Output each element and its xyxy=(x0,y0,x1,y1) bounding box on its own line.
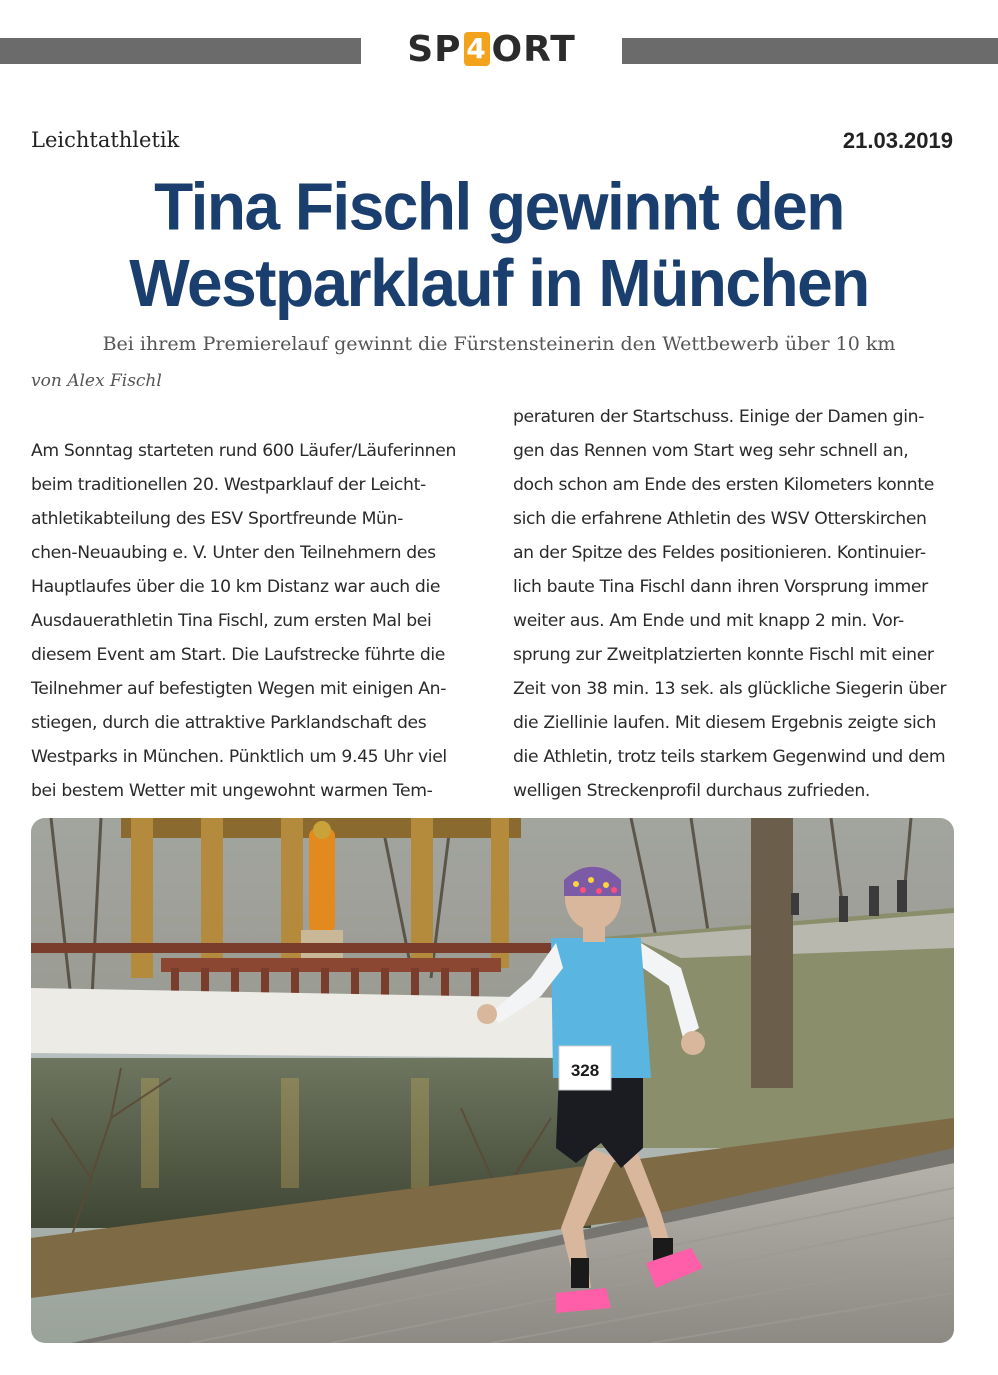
logo-text-post: ORT xyxy=(491,29,576,70)
subtitle: Bei ihrem Premierelauf gewinnt die Fürstensteinerin den Wettbewerb über 10 km xyxy=(102,333,896,355)
text-line: Hauptlaufes über die 10 km Distanz war auch die xyxy=(31,577,441,597)
text-line: Zeit von 38 min. 13 sek. als glückliche Siegerin über xyxy=(513,679,947,699)
bib-number: 328 xyxy=(570,1061,600,1080)
text-line: weiter aus. Am Ende und mit knapp 2 min. Vor- xyxy=(513,611,904,631)
sp4ort-logo xyxy=(361,28,622,72)
runner-photo-illustration xyxy=(31,818,954,1343)
text-line: welligen Streckenprofil durchaus zufrieden. xyxy=(513,781,870,801)
text-line: Ausdauerathletin Tina Fischl, zum ersten Mal bei xyxy=(31,611,432,631)
logo-text-pre: SP xyxy=(407,29,462,70)
article-column-1 xyxy=(31,434,472,808)
text-line: diesem Event am Start. Die Laufstrecke führte die xyxy=(31,645,446,665)
text-line: sprung zur Zweitplatzierten konnte Fischl mit einer xyxy=(513,645,934,665)
text-line: peraturen der Startschuss. Einige der Damen gin- xyxy=(513,407,925,427)
section-label: Leichtathletik xyxy=(31,128,180,152)
headline xyxy=(20,168,978,321)
text-line: Am Sonntag starteten rund 600 Läufer/Läuferinnen xyxy=(31,441,456,461)
article-date: 21.03.2019 xyxy=(842,128,953,153)
text-line: die Athletin, trotz teils starkem Gegenwind und dem xyxy=(513,747,946,767)
text-line: die Ziellinie laufen. Mit diesem Ergebnis zeigte sich xyxy=(513,713,937,733)
header-bar-left xyxy=(0,38,361,64)
text-line: gen das Rennen vom Start weg sehr schnell an, xyxy=(513,441,909,461)
headline-line-1: Tina Fischl gewinnt den xyxy=(154,168,844,244)
byline: von Alex Fischl xyxy=(31,371,162,391)
text-line: lich baute Tina Fischl dann ihren Vorsprung immer xyxy=(513,577,928,597)
text-line: doch schon am Ende des ersten Kilometers konnte xyxy=(513,475,934,495)
text-line: Teilnehmer auf befestigten Wegen mit einigen An- xyxy=(31,679,447,699)
text-line: bei bestem Wetter mit ungewohnt warmen Tem- xyxy=(31,781,433,801)
text-line: Westparks in München. Pünktlich um 9.45 Uhr viel xyxy=(31,747,447,767)
article-column-2 xyxy=(513,400,954,808)
text-line: stiegen, durch die attraktive Parklandschaft des xyxy=(31,713,427,733)
headline-line-2: Westparklauf in München xyxy=(129,245,869,321)
article-photo xyxy=(31,818,954,1343)
text-line: an der Spitze des Feldes positionieren. Kontinuier- xyxy=(513,543,926,563)
logo-four-badge: 4 xyxy=(464,32,490,66)
header-bar-right xyxy=(622,38,998,64)
text-line: sich die erfahrene Athletin des WSV Otterskirchen xyxy=(513,509,927,529)
text-line: chen-Neuaubing e. V. Unter den Teilnehmern des xyxy=(31,543,436,563)
text-line: athletikabteilung des ESV Sportfreunde Mün- xyxy=(31,509,403,529)
text-line: beim traditionellen 20. Westparklauf der Leicht- xyxy=(31,475,426,495)
